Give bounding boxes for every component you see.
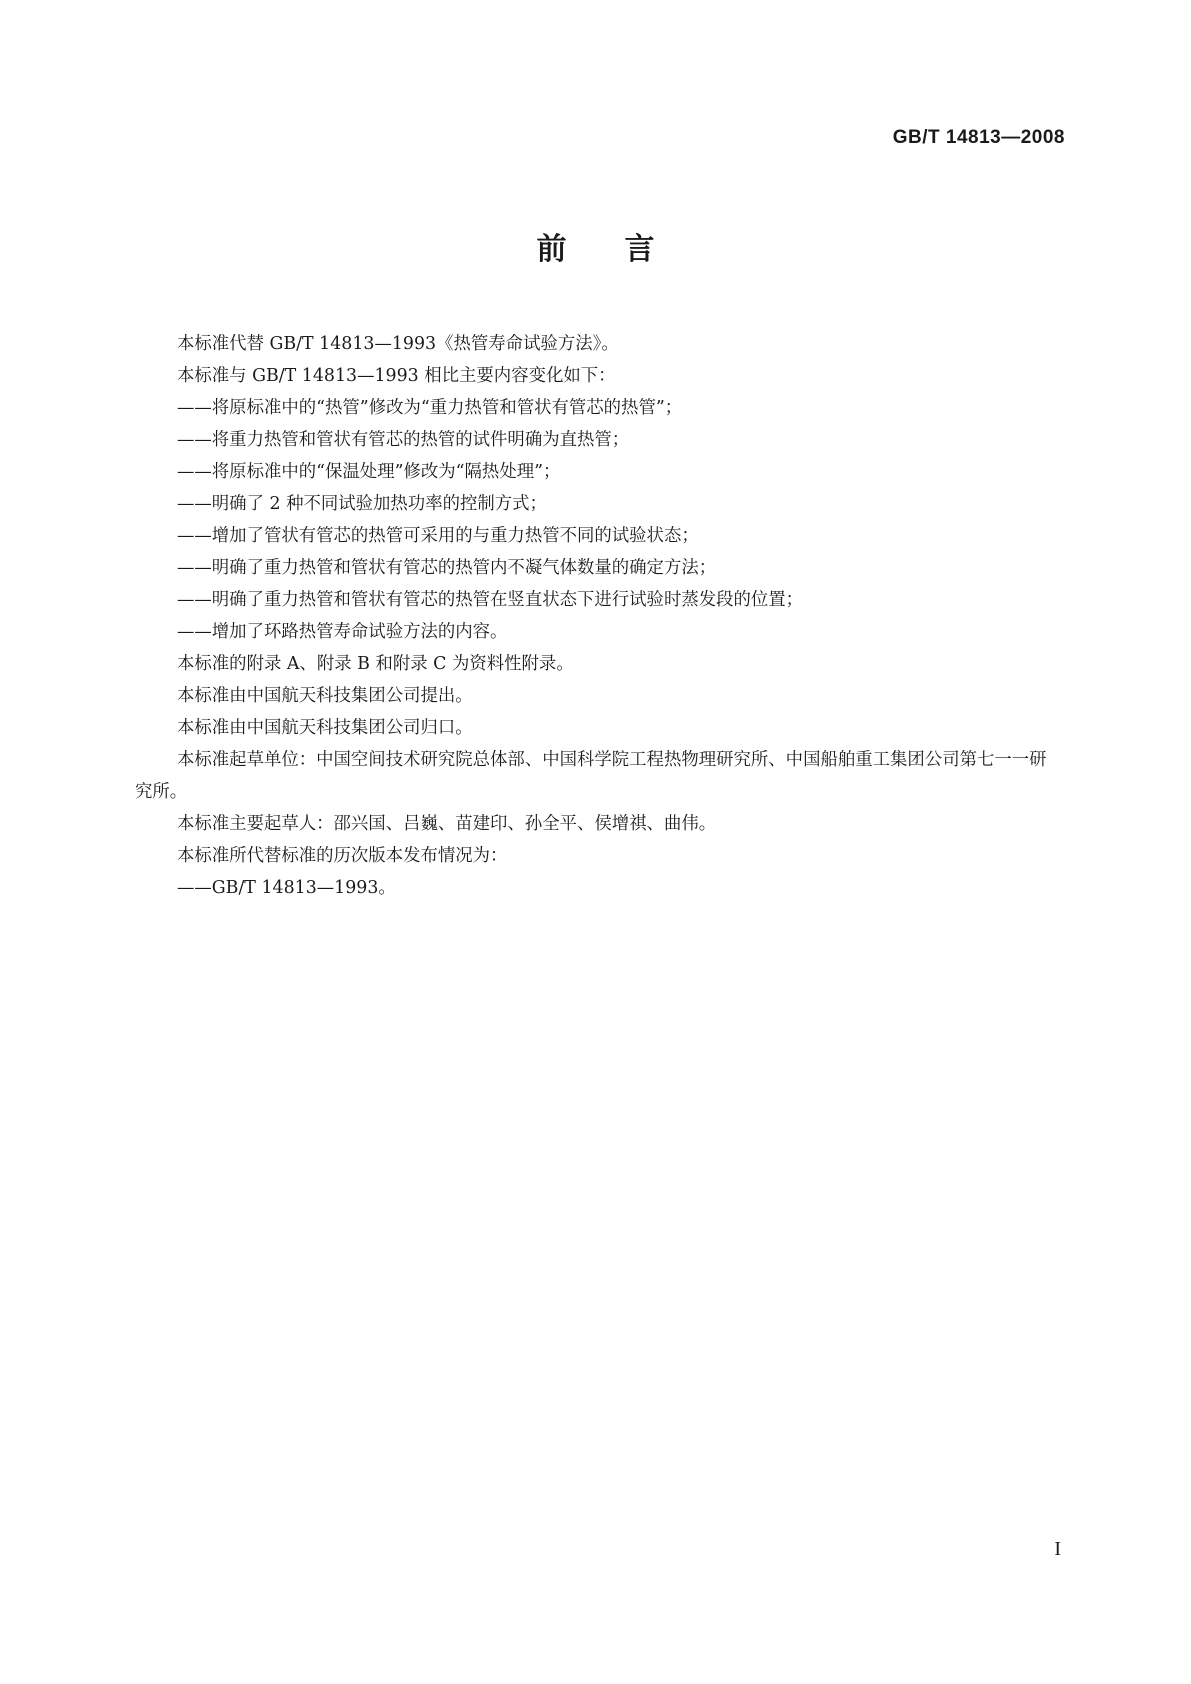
preface-body: [135, 328, 1061, 904]
paragraph: 本标准的附录 A、附录 B 和附录 C 为资料性附录。: [177, 654, 574, 674]
paragraph: 本标准起草单位：中国空间技术研究院总体部、中国科学院工程热物理研究所、中国船舶重工集团公司第七一一研究所。: [135, 750, 1047, 802]
version-list-item: ——GB/T 14813—1993。: [177, 878, 396, 898]
paragraph: 本标准代替 GB/T 14813—1993《热管寿命试验方法》。: [177, 334, 619, 354]
paragraph: 本标准由中国航天科技集团公司提出。: [177, 686, 473, 706]
page-number: I: [1054, 1538, 1061, 1560]
standard-number: GB/T 14813—2008: [892, 127, 1065, 148]
change-list-item: ——明确了重力热管和管状有管芯的热管内不凝气体数量的确定方法；: [177, 558, 717, 578]
change-list-item: ——明确了重力热管和管状有管芯的热管在竖直状态下进行试验时蒸发段的位置；: [177, 590, 804, 610]
paragraph: 本标准所代替标准的历次版本发布情况为：: [177, 846, 508, 866]
change-list-item: ——增加了环路热管寿命试验方法的内容。: [177, 622, 508, 642]
paragraph: 本标准由中国航天科技集团公司归口。: [177, 718, 473, 738]
paragraph: 本标准与 GB/T 14813—1993 相比主要内容变化如下：: [177, 366, 616, 386]
change-list-item: ——将原标准中的“热管”修改为“重力热管和管状有管芯的热管”；: [177, 398, 683, 418]
paragraph: 本标准主要起草人：邵兴国、吕巍、苗建印、孙全平、侯增祺、曲伟。: [177, 814, 717, 834]
change-list-item: ——将重力热管和管状有管芯的热管的试件明确为直热管；: [177, 430, 630, 450]
page-title: 前言: [536, 232, 713, 267]
change-list-item: ——将原标准中的“保温处理”修改为“隔热处理”；: [177, 462, 561, 482]
change-list-item: ——增加了管状有管芯的热管可采用的与重力热管不同的试验状态；: [177, 526, 699, 546]
change-list-item: ——明确了 2 种不同试验加热功率的控制方式；: [177, 494, 547, 514]
